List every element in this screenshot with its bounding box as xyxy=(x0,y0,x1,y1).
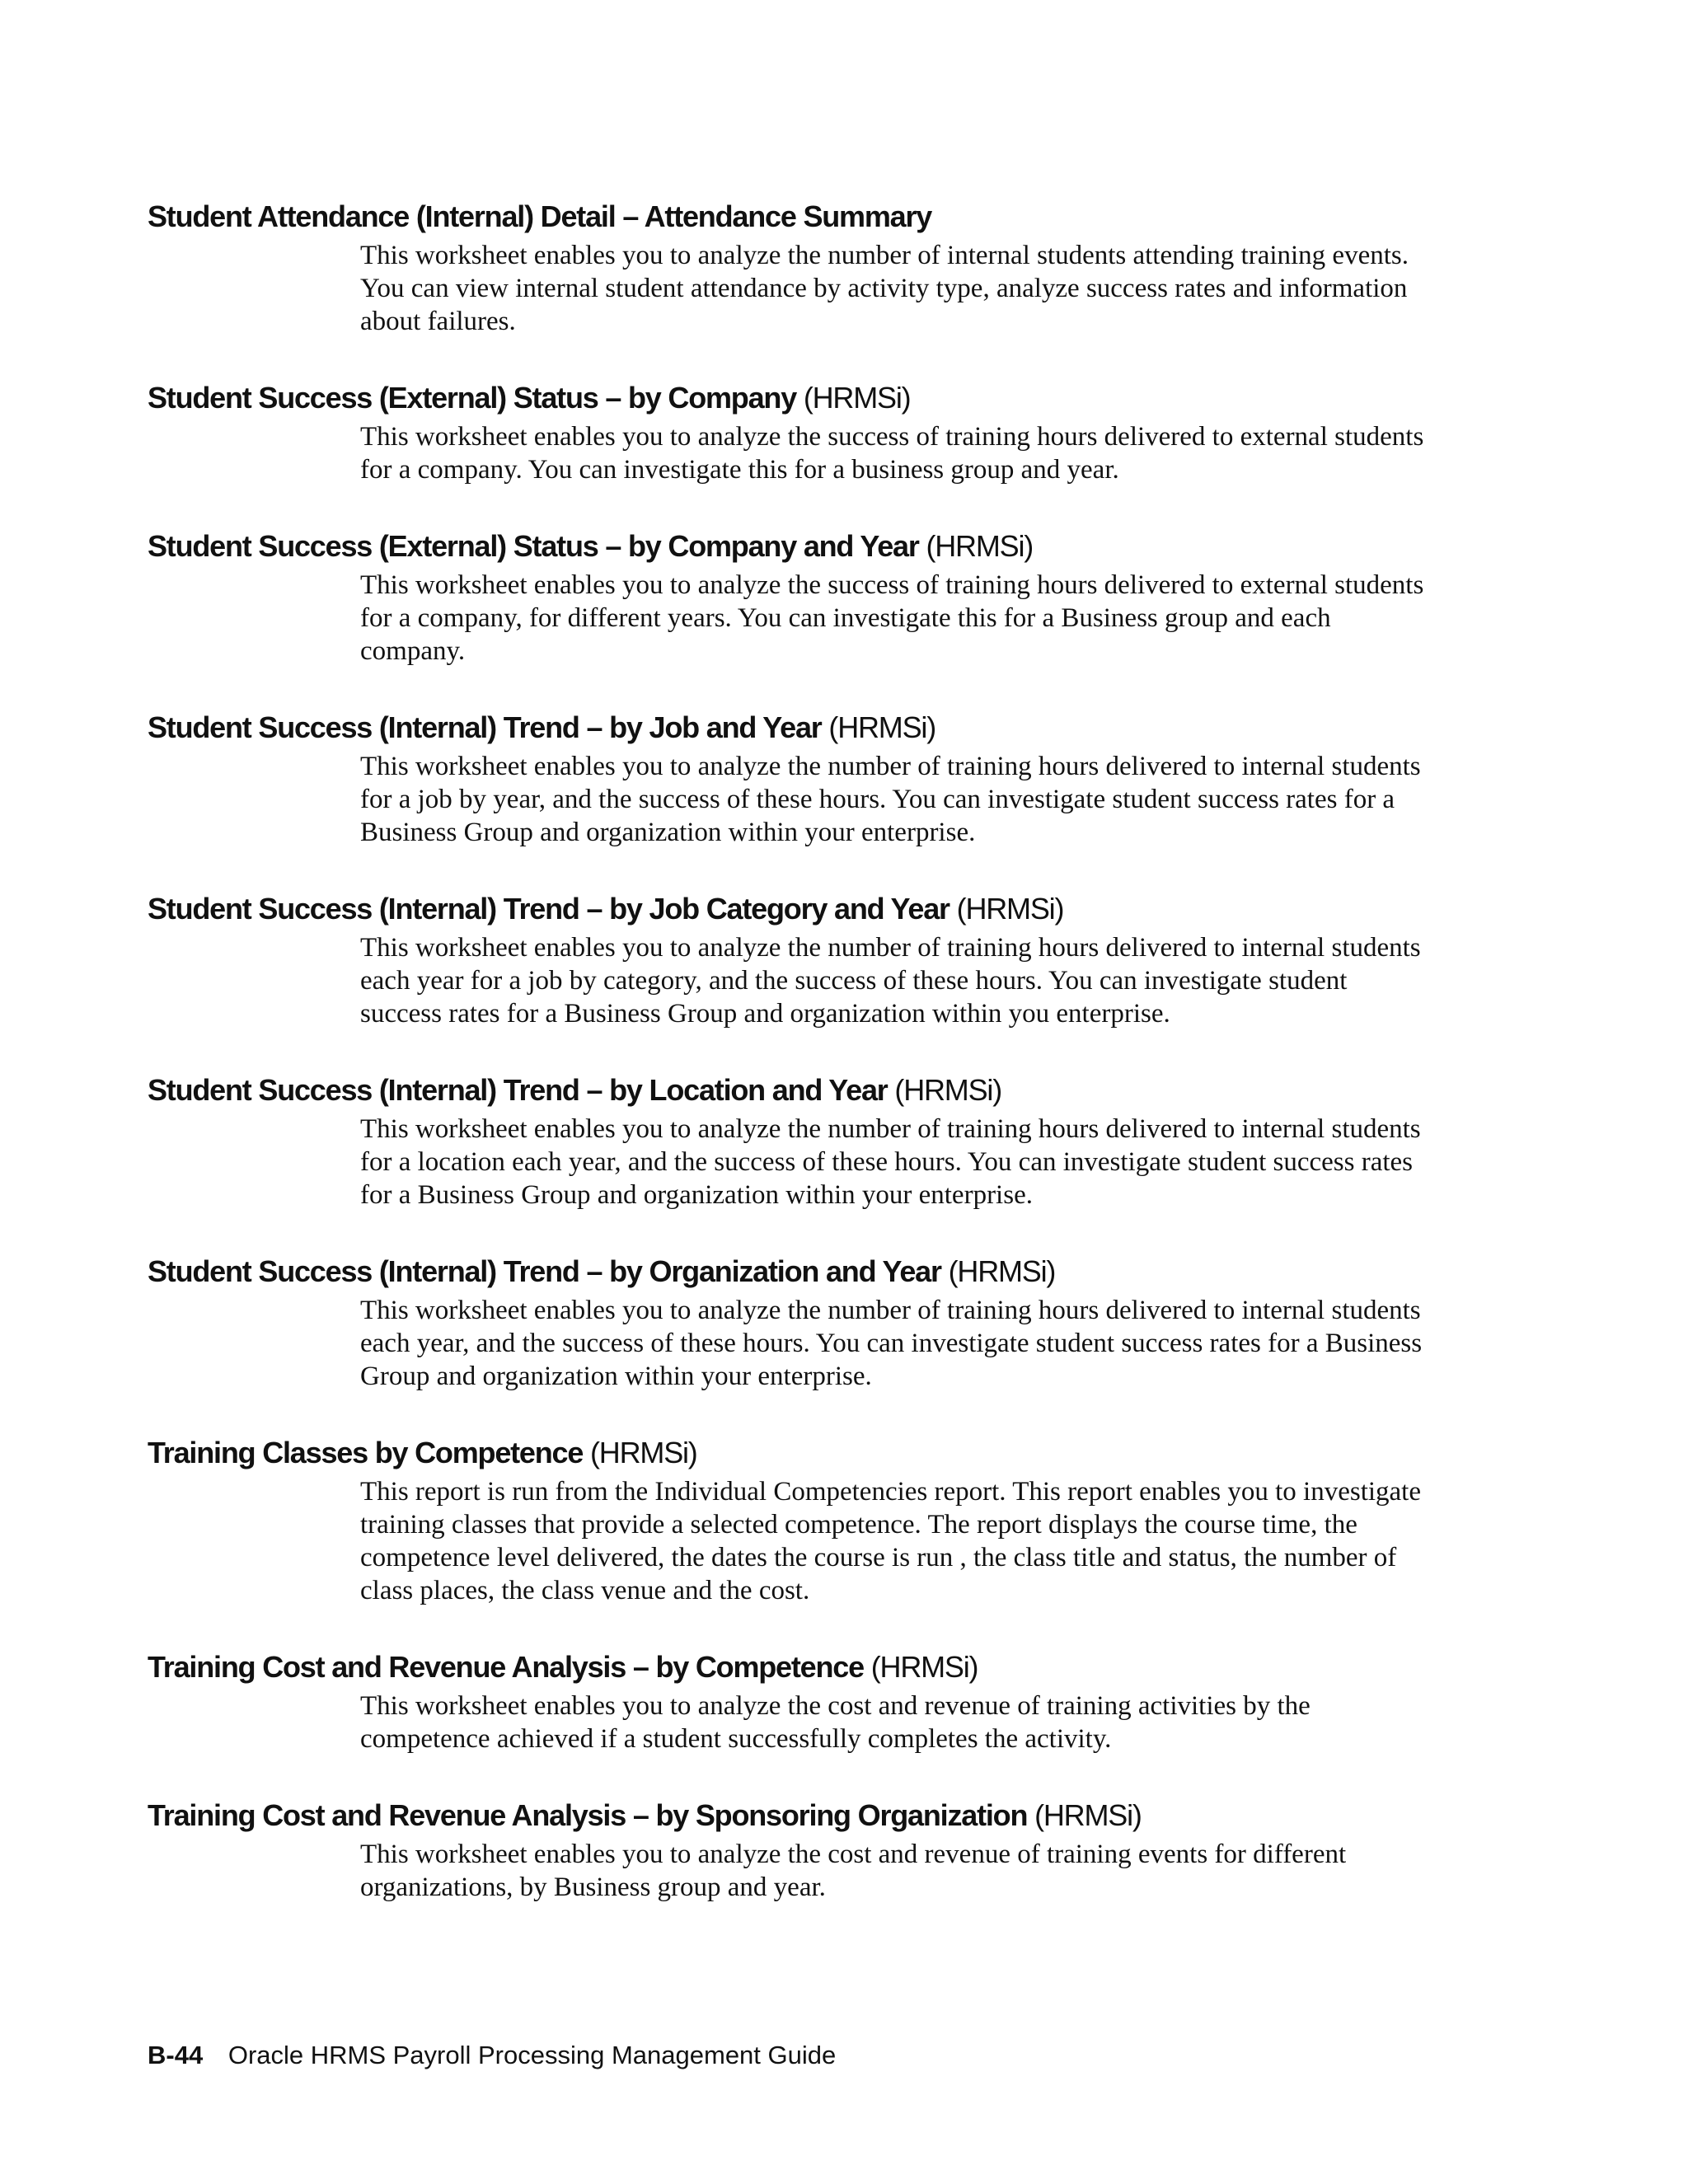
entry-title xyxy=(148,198,1549,236)
entry-tag: (HRMSi) xyxy=(956,892,1064,926)
entry-title xyxy=(148,1797,1549,1835)
entry-title xyxy=(148,1434,1549,1472)
entry-tag: (HRMSi) xyxy=(590,1436,697,1469)
entry-title xyxy=(148,709,1549,747)
entry-title xyxy=(148,1648,1549,1686)
entry-title-text: Student Success (Internal) Trend – by Job and Year xyxy=(148,710,822,744)
entry-title xyxy=(148,1253,1549,1291)
entry-title-text: Student Success (Internal) Trend – by Job Category and Year xyxy=(148,892,950,926)
guide-title: Oracle HRMS Payroll Processing Management Guide xyxy=(227,2041,837,2069)
entry-title xyxy=(148,1071,1549,1109)
entry-title-text: Training Classes by Competence xyxy=(148,1436,584,1469)
report-entry xyxy=(148,890,1549,1030)
report-entry xyxy=(148,1648,1549,1755)
entry-tag: (HRMSi) xyxy=(926,529,1034,563)
entry-tag: (HRMSi) xyxy=(1034,1798,1142,1832)
report-entry xyxy=(148,1253,1549,1393)
entry-tag: (HRMSi) xyxy=(894,1073,1001,1107)
entry-tag: (HRMSi) xyxy=(948,1254,1056,1288)
entry-title-text: Training Cost and Revenue Analysis – by Sponsoring Organization xyxy=(148,1798,1028,1832)
report-entry-list xyxy=(148,198,1549,1945)
entry-tag: (HRMSi) xyxy=(870,1650,978,1684)
entry-title xyxy=(148,527,1549,565)
entry-title-text: Student Success (External) Status – by Company and Year xyxy=(148,529,919,563)
entry-description: This worksheet enables you to analyze the success of training hours delivered to external students for a company, for different years. You can investigate this for a Business group and each company. xyxy=(360,570,1424,666)
entry-description: This worksheet enables you to analyze the number of training hours delivered to internal students each year, and the success of these hours. You can investigate student success rates for a Business Group and organization within your enterprise. xyxy=(360,1296,1423,1391)
report-entry xyxy=(148,709,1549,849)
report-entry xyxy=(148,527,1549,668)
entry-title xyxy=(148,890,1549,928)
page-number: B-44 xyxy=(148,2041,204,2069)
entry-title-text: Training Cost and Revenue Analysis – by Competence xyxy=(148,1650,864,1684)
entry-title-text: Student Success (Internal) Trend – by Location and Year xyxy=(148,1073,888,1107)
page-footer xyxy=(148,2039,836,2072)
entry-description: This worksheet enables you to analyze the number of training hours delivered to internal students for a job by year, and the success of these hours. You can investigate student success rates for a Business Group and organization within your enterprise. xyxy=(360,752,1421,847)
entry-title xyxy=(148,379,1549,417)
entry-description: This worksheet enables you to analyze the number of internal students attending training events. You can view internal student attendance by activity type, analyze success rates and information about failures. xyxy=(360,241,1409,336)
entry-title-text: Student Success (External) Status – by Company xyxy=(148,381,797,415)
entry-description: This worksheet enables you to analyze the cost and revenue of training activities by the competence achieved if a student successfully completes the activity. xyxy=(360,1691,1311,1754)
report-entry xyxy=(148,1071,1549,1212)
report-entry xyxy=(148,1434,1549,1607)
entry-tag: (HRMSi) xyxy=(828,710,935,744)
entry-description: This worksheet enables you to analyze the success of training hours delivered to external students for a company. You can investigate this for a business group and year. xyxy=(360,422,1424,485)
entry-description: This worksheet enables you to analyze the number of training hours delivered to internal students for a location each year, and the success of these hours. You can investigate student success rates for a Business Group and organization within your enterprise. xyxy=(360,1114,1421,1210)
entry-description: This worksheet enables you to analyze the cost and revenue of training events for different organizations, by Business group and year. xyxy=(360,1840,1347,1902)
entry-tag: (HRMSi) xyxy=(803,381,911,415)
entry-description: This report is run from the Individual Competencies report. This report enables you to investigate training classes that provide a selected competence. The report displays the course time, the competence level delivered, the dates the course is run , the class title and status, the number of class places, the class venue and the cost. xyxy=(360,1477,1421,1605)
report-entry xyxy=(148,198,1549,338)
entry-description: This worksheet enables you to analyze the number of training hours delivered to internal students each year for a job by category, and the success of these hours. You can investigate student success rates for a Business Group and organization within you enterprise. xyxy=(360,933,1421,1029)
report-entry xyxy=(148,1797,1549,1904)
entry-title-text: Student Attendance (Internal) Detail – Attendance Summary xyxy=(148,199,932,233)
report-entry xyxy=(148,379,1549,486)
entry-title-text: Student Success (Internal) Trend – by Organization and Year xyxy=(148,1254,941,1288)
